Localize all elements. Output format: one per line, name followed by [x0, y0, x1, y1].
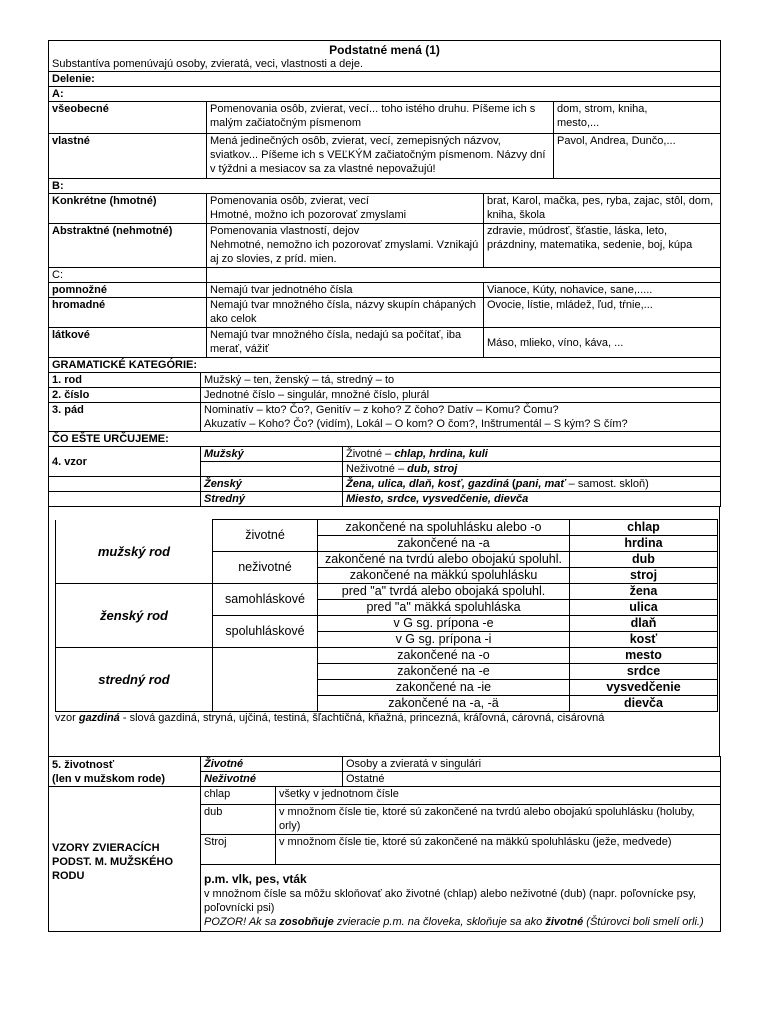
- pomnozne-examples: Vianoce, Kúty, nohavice, sane,.....: [484, 283, 721, 298]
- vzory-stroj: Stroj: [201, 835, 276, 865]
- pad-line1: Nominatív – kto? Čo?, Genitív – z koho? Z čoho? Datív – Komu? Čomu?: [204, 404, 559, 416]
- pomnozne-label: pomnožné: [49, 283, 207, 298]
- ending-2: zakončené na -a: [318, 536, 570, 552]
- latkove-examples: Máso, mlieko, víno, káva, ...: [484, 328, 721, 358]
- zivotne-desc: Osoby a zvieratá v singulári: [343, 757, 721, 772]
- pad-label: 3. pád: [49, 403, 201, 432]
- muzsky-zivotne: Životné – chlap, hrdina, kuli: [343, 447, 721, 462]
- example-8: kosť: [570, 632, 718, 648]
- vseobecne-label: všeobecné: [49, 102, 207, 134]
- section-c-empty: [207, 268, 721, 283]
- cislo-value: Jednotné číslo – singulár, množné číslo, plurál: [201, 388, 721, 403]
- abstraktne-examples: zdravie, múdrosť, šťastie, láska, leto, prázdniny, matematika, sedenie, boj, kúpa: [484, 224, 721, 268]
- ending-7: v G sg. prípona -e: [318, 616, 570, 632]
- zensky-label: Ženský: [201, 477, 343, 492]
- example-5: žena: [570, 584, 718, 600]
- muzsky-label: Mužský: [201, 447, 343, 462]
- stredny-vzory: Miesto, srdce, vysvedčenie, dievča: [343, 492, 721, 507]
- muzsky-empty: [201, 462, 343, 477]
- ending-5: pred "a" tvrdá alebo obojaká spoluhl.: [318, 584, 570, 600]
- abstraktne-desc2: Nehmotné, nemožno ich pozorovať zmyslami. Vznikajú aj zo slovies, z príd. mien.: [210, 239, 479, 265]
- ending-3: zakončené na tvrdú alebo obojakú spoluhl.: [318, 552, 570, 568]
- abstraktne-desc1: Pomenovania vlastností, dejov: [210, 225, 360, 237]
- muzsky-nezivotne: Neživotné – dub, stroj: [343, 462, 721, 477]
- latkove-label: látkové: [49, 328, 207, 358]
- vzory-dub: dub: [201, 805, 276, 835]
- pm-text: v množnom čísle sa môžu skloňovať ako životné (chlap) alebo neživotné (dub) (napr. poľovnícke psy, poľovnícki psi): [204, 888, 696, 914]
- intro-text: Substantíva pomenúvajú osoby, zvieratá, veci, vlastnosti a deje.: [52, 58, 364, 70]
- ending-10: zakončené na -e: [318, 664, 570, 680]
- declension-frame: [48, 507, 720, 757]
- konkretne-examples: brat, Karol, mačka, pes, ryba, zajac, stôl, dom, kniha, škola: [484, 194, 721, 224]
- vseobecne-desc: Pomenovania osôb, zvierat, vecí... toho istého druhu. Píšeme ich s malým začiatočným písmenom: [207, 102, 554, 134]
- hromadne-examples: Ovocie, lístie, mládež, ľud, tŕnie,...: [484, 298, 721, 328]
- hromadne-label: hromadné: [49, 298, 207, 328]
- muzsky-rod-label: mužský rod: [56, 520, 213, 584]
- nezivotne-sub: neživotné: [213, 552, 318, 584]
- rod-value: Mužský – ten, ženský – tá, stredný – to: [201, 373, 721, 388]
- delenie-heading: Delenie:: [49, 72, 721, 87]
- pomnozne-desc: Nemajú tvar jednotného čísla: [207, 283, 484, 298]
- section-b-label: B:: [49, 179, 721, 194]
- vzor-empty-2: [49, 492, 201, 507]
- cislo-label: 2. číslo: [49, 388, 201, 403]
- pozor-note: POZOR! Ak sa zosobňuje zvieracie p.m. na človeka, skloňuje sa ako životné (Štúrovci boli smelí orli.): [204, 916, 704, 928]
- ending-4: zakončené na mäkkú spoluhlásku: [318, 568, 570, 584]
- rod-label: 1. rod: [49, 373, 201, 388]
- section-c-label: C:: [49, 268, 207, 283]
- vzory-chlap-desc: všetky v jednotnom čísle: [276, 787, 721, 805]
- vzory-stroj-desc: v množnom čísle tie, ktoré sú zakončené na mäkkú spoluhlásku (ježe, medvede): [276, 835, 721, 865]
- stredny-rod-label: stredný rod: [56, 648, 213, 712]
- example-11: vysvedčenie: [570, 680, 718, 696]
- example-3: dub: [570, 552, 718, 568]
- vlastne-desc: Mená jedinečných osôb, zvierat, vecí, zemepisných názvov, sviatkov... Píšeme ich s VEĽKÝM začiatočným písmenom. Názvy dní v týždni a mesiacov sa za vlastné nepovažujú!: [207, 134, 554, 179]
- example-7: dlaň: [570, 616, 718, 632]
- vzory-chlap: chlap: [201, 787, 276, 805]
- page-title: Podstatné mená (1): [329, 43, 440, 57]
- ending-6: pred "a" mäkká spoluhláska: [318, 600, 570, 616]
- stredny-sub-empty: [213, 648, 318, 712]
- vzory-note: [201, 865, 721, 932]
- zensky-rod-label: ženský rod: [56, 584, 213, 648]
- pad-line2: Akuzatív – Koho? Čo? (vidím), Lokál – O kom? O čom?, Inštrumentál – S kým? S čím?: [204, 418, 628, 430]
- declension-table: [55, 519, 718, 712]
- konkretne-desc1: Pomenovania osôb, zvierat, vecí: [210, 195, 369, 207]
- vzor-gazdina-note: vzor gazdiná - slová gazdiná, stryná, ujčiná, testiná, šľachtičná, kňažná, princezná, kráľovná, cárovná, cisárovná: [55, 712, 605, 724]
- zivotnost-label: 5. životnosť (len v mužskom rode): [49, 757, 201, 787]
- vzory-dub-desc: v množnom čísle tie, ktoré sú zakončené na tvrdú alebo obojakú spoluhlásku (holuby, orly): [276, 805, 721, 835]
- example-6: ulica: [570, 600, 718, 616]
- stredny-label: Stredný: [201, 492, 343, 507]
- example-9: mesto: [570, 648, 718, 664]
- example-10: srdce: [570, 664, 718, 680]
- grammar-table: [48, 357, 721, 447]
- nezivotne-label: Neživotné: [201, 772, 343, 787]
- ending-9: zakončené na -o: [318, 648, 570, 664]
- example-1: chlap: [570, 520, 718, 536]
- section-a-label: A:: [49, 87, 721, 102]
- document-page: [48, 40, 720, 932]
- pm-heading: p.m. vlk, pes, vták: [204, 872, 307, 886]
- konkretne-desc2: Hmotné, možno ich pozorovať zmyslami: [210, 209, 407, 221]
- zensky-vzory: Žena, ulica, dlaň, kosť, gazdiná (pani, mať – samost. skloň): [343, 477, 721, 492]
- nezivotne-desc: Ostatné: [343, 772, 721, 787]
- spoluhlaskove-sub: spoluhláskové: [213, 616, 318, 648]
- abstraktne-label: Abstraktné (nehmotné): [49, 224, 207, 268]
- example-2: hrdina: [570, 536, 718, 552]
- example-4: stroj: [570, 568, 718, 584]
- vzory-zvieracich-label: VZORY ZVIERACÍCH PODST. M. MUŽSKÉHO RODU: [49, 787, 201, 932]
- zivotne-sub: životné: [213, 520, 318, 552]
- vseobecne-examples: dom, strom, kniha, mesto,...: [554, 102, 721, 134]
- gram-heading: GRAMATICKÉ KATEGÓRIE:: [49, 358, 721, 373]
- ending-8: v G sg. prípona -i: [318, 632, 570, 648]
- latkove-desc: Nemajú tvar množného čísla, nedajú sa počítať, iba merať, vážiť: [207, 328, 484, 358]
- ending-1: zakončené na spoluhlásku alebo -o: [318, 520, 570, 536]
- ending-12: zakončené na -a, -ä: [318, 696, 570, 712]
- hromadne-desc: Nemajú tvar množného čísla, názvy skupín chápaných ako celok: [207, 298, 484, 328]
- vzor-label: 4. vzor: [49, 447, 201, 477]
- konkretne-label: Konkrétne (hmotné): [49, 194, 207, 224]
- vzor-empty-1: [49, 477, 201, 492]
- zivotnost-table: [48, 756, 721, 932]
- main-table: [48, 40, 721, 358]
- ending-11: zakončené na -ie: [318, 680, 570, 696]
- samohlaskove-sub: samohláskové: [213, 584, 318, 616]
- este-heading: ČO EŠTE URČUJEME:: [49, 432, 721, 447]
- vlastne-examples: Pavol, Andrea, Dunčo,...: [554, 134, 721, 179]
- zivotne-label: Životné: [201, 757, 343, 772]
- vlastne-label: vlastné: [49, 134, 207, 179]
- example-12: dievča: [570, 696, 718, 712]
- vzor-table: [48, 446, 721, 507]
